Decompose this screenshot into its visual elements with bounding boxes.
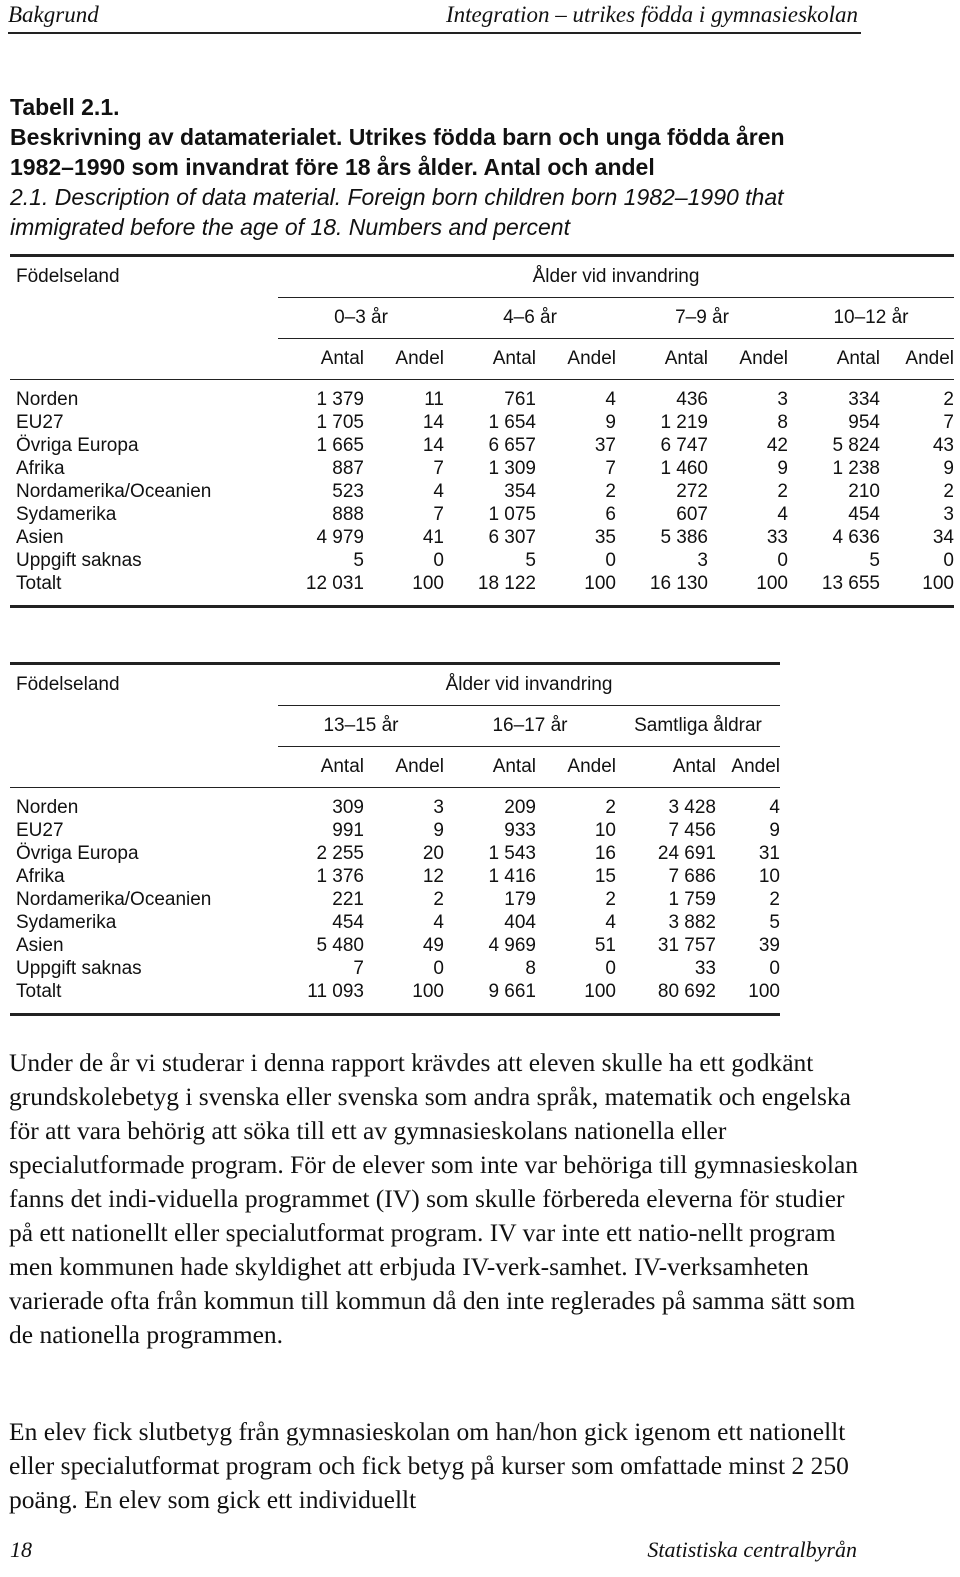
cell-antal: 5: [525, 550, 536, 571]
cell-antal: 210: [848, 481, 880, 502]
cell-andel: 7: [433, 458, 444, 479]
cell-antal: 991: [332, 820, 364, 841]
row-label: Nordamerika/Oceanien: [16, 481, 212, 502]
cell-antal: 1 219: [660, 412, 708, 433]
cell-antal: 221: [332, 889, 364, 910]
row-label: Afrika: [16, 866, 65, 887]
cell-andel: 10: [594, 820, 616, 841]
cell-andel: 0: [769, 958, 780, 979]
cell-antal: 6 307: [488, 527, 536, 548]
cell-andel: 14: [422, 435, 444, 456]
cell-antal: 5 824: [832, 435, 880, 456]
table-row: [10, 888, 780, 911]
cell-andel: 4: [777, 504, 788, 525]
cell-andel: 100: [922, 573, 954, 594]
cell-andel: 3: [433, 797, 444, 818]
cell-andel: 20: [422, 843, 444, 864]
cell-antal: 4 636: [832, 527, 880, 548]
cell-andel: 34: [932, 527, 954, 548]
table-row: [10, 380, 954, 412]
table-row: [10, 788, 780, 820]
cell-andel: 2: [605, 889, 616, 910]
cell-antal: 13 655: [821, 573, 880, 594]
table-row: [10, 572, 954, 607]
cell-andel: 41: [422, 527, 444, 548]
cell-antal: 354: [504, 481, 536, 502]
cell-andel: 43: [932, 435, 954, 456]
cell-antal: 5 480: [316, 935, 364, 956]
cell-andel: 2: [943, 389, 954, 410]
cell-antal: 1 309: [488, 458, 536, 479]
cell-andel: 9: [605, 412, 616, 433]
cell-antal: 272: [676, 481, 708, 502]
cell-antal: 1 416: [488, 866, 536, 887]
cell-antal: 8: [525, 958, 536, 979]
cell-andel: 4: [605, 389, 616, 410]
cell-andel: 33: [766, 527, 788, 548]
cell-antal: 454: [332, 912, 364, 933]
cell-andel: 2: [769, 889, 780, 910]
cell-andel: 10: [758, 866, 780, 887]
data-table-1: [10, 254, 954, 608]
cell-andel: 9: [943, 458, 954, 479]
cell-andel: 0: [433, 958, 444, 979]
column-header-antal: Antal: [492, 756, 536, 777]
table-row: [10, 526, 954, 549]
column-header-antal: Antal: [664, 348, 708, 369]
cell-andel: 0: [605, 958, 616, 979]
cell-antal: 7 686: [668, 866, 716, 887]
cell-antal: 9 661: [488, 981, 536, 1002]
row-label: Nordamerika/Oceanien: [16, 889, 212, 910]
cell-antal: 33: [694, 958, 716, 979]
cell-andel: 49: [422, 935, 444, 956]
cell-antal: 5 386: [660, 527, 708, 548]
cell-antal: 80 692: [657, 981, 716, 1002]
table-row: [10, 934, 780, 957]
group-header-age: Ålder vid invandring: [278, 256, 954, 298]
row-label: Uppgift saknas: [16, 958, 142, 979]
chapter-title: Integration – utrikes födda i gymnasieskolan: [445, 2, 858, 27]
column-header-andel: Andel: [567, 756, 616, 777]
cell-andel: 15: [594, 866, 616, 887]
cell-antal: 6 747: [660, 435, 708, 456]
cell-andel: 4: [433, 912, 444, 933]
cell-antal: 933: [504, 820, 536, 841]
cell-antal: 24 691: [657, 843, 716, 864]
cell-antal: 887: [332, 458, 364, 479]
cell-andel: 0: [605, 550, 616, 571]
row-label: Uppgift saknas: [16, 550, 142, 571]
cell-antal: 1 759: [668, 889, 716, 910]
table-caption: [10, 92, 850, 242]
table-row: [10, 480, 954, 503]
column-header-antal: Antal: [320, 348, 364, 369]
column-header-andel: Andel: [567, 348, 616, 369]
row-label: Sydamerika: [16, 912, 117, 933]
table-row: [10, 980, 780, 1015]
cell-andel: 100: [584, 981, 616, 1002]
cell-andel: 42: [766, 435, 788, 456]
cell-andel: 6: [605, 504, 616, 525]
cell-andel: 2: [605, 481, 616, 502]
table-row: [10, 865, 780, 888]
cell-antal: 18 122: [477, 573, 536, 594]
column-header-country: Födelseland: [16, 266, 120, 288]
cell-andel: 11: [424, 389, 444, 410]
cell-andel: 14: [422, 412, 444, 433]
cell-antal: 16 130: [649, 573, 708, 594]
cell-antal: 3: [697, 550, 708, 571]
cell-antal: 2 255: [316, 843, 364, 864]
cell-antal: 1 379: [316, 389, 364, 410]
age-group-header: 4–6 år: [444, 298, 616, 339]
cell-andel: 51: [594, 935, 616, 956]
table-title-sv: Beskrivning av datamaterialet. Utrikes födda barn och unga födda åren 1982–1990 som invandrat före 18 års ålder. Antal och andel: [10, 124, 785, 180]
cell-antal: 436: [676, 389, 708, 410]
cell-antal: 954: [848, 412, 880, 433]
cell-antal: 179: [504, 889, 536, 910]
cell-andel: 7: [605, 458, 616, 479]
running-head: [0, 0, 960, 34]
group-header-age: Ålder vid invandring: [278, 664, 780, 706]
age-group-header: 16–17 år: [444, 706, 616, 747]
cell-antal: 5: [869, 550, 880, 571]
row-label: Sydamerika: [16, 504, 117, 525]
table-row: [10, 434, 954, 457]
cell-andel: 35: [594, 527, 616, 548]
cell-antal: 1 238: [832, 458, 880, 479]
column-header-antal: Antal: [320, 756, 364, 777]
cell-antal: 209: [504, 797, 536, 818]
cell-antal: 4 979: [316, 527, 364, 548]
cell-andel: 4: [605, 912, 616, 933]
cell-andel: 100: [412, 981, 444, 1002]
cell-andel: 3: [777, 389, 788, 410]
cell-antal: 761: [504, 389, 536, 410]
cell-antal: 404: [504, 912, 536, 933]
cell-antal: 309: [332, 797, 364, 818]
cell-andel: 100: [412, 573, 444, 594]
row-label: Övriga Europa: [16, 435, 139, 456]
cell-antal: 3 882: [668, 912, 716, 933]
cell-antal: 1 705: [316, 412, 364, 433]
column-header-antal: Antal: [492, 348, 536, 369]
data-table-2: [10, 662, 780, 1016]
cell-antal: 3 428: [668, 797, 716, 818]
cell-andel: 7: [943, 412, 954, 433]
column-header-andel: Andel: [905, 348, 954, 369]
row-label: Totalt: [16, 981, 62, 1002]
table-row: [10, 411, 954, 434]
table-row: [10, 957, 780, 980]
cell-antal: 1 543: [488, 843, 536, 864]
cell-antal: 12 031: [305, 573, 364, 594]
age-group-header: 7–9 år: [616, 298, 788, 339]
column-header-andel: Andel: [395, 348, 444, 369]
cell-antal: 11 093: [307, 981, 364, 1002]
row-label: Asien: [16, 935, 64, 956]
cell-andel: 100: [756, 573, 788, 594]
cell-antal: 1 376: [316, 866, 364, 887]
column-header-antal: Antal: [836, 348, 880, 369]
row-label: EU27: [16, 820, 64, 841]
row-label: Norden: [16, 797, 79, 818]
cell-andel: 9: [769, 820, 780, 841]
age-group-header: 13–15 år: [278, 706, 444, 747]
table-row: [10, 457, 954, 480]
cell-andel: 0: [943, 550, 954, 571]
row-label: Totalt: [16, 573, 62, 594]
cell-andel: 2: [605, 797, 616, 818]
cell-andel: 0: [433, 550, 444, 571]
publisher-name: Statistiska centralbyrån: [647, 1537, 857, 1562]
table-row: [10, 819, 780, 842]
cell-andel: 16: [594, 843, 616, 864]
column-header-andel: Andel: [739, 348, 788, 369]
cell-andel: 100: [748, 981, 780, 1002]
cell-andel: 8: [777, 412, 788, 433]
body-paragraph: Under de år vi studerar i denna rapport krävdes att eleven skulle ha ett godkänt grundskolebetyg i svenska eller svenska som andra språk, matematik och engelska för att vara behörig att söka till ett av gymnasieskolans nationella eller specialutformade program. För de elever som inte var behöriga till gymnasieskolan fanns det indi-viduella programmet (IV) som skulle förbereda eleverna för studier på ett nationellt eller specialutformat program. IV var inte ett natio-nellt program men kommunen hade skyldighet att erbjuda IV-verk-samhet. IV-verksamheten varierade ofta från kommun till kommun då den inte reglerades på samma sätt som de nationella programmen.: [9, 1048, 859, 1349]
table-row: [10, 911, 780, 934]
cell-antal: 7 456: [668, 820, 716, 841]
row-label: Övriga Europa: [16, 843, 139, 864]
table-row: [10, 503, 954, 526]
cell-antal: 1 654: [488, 412, 536, 433]
cell-antal: 4 969: [488, 935, 536, 956]
cell-andel: 3: [943, 504, 954, 525]
cell-antal: 5: [353, 550, 364, 571]
column-header-antal: Antal: [672, 756, 716, 777]
cell-antal: 607: [676, 504, 708, 525]
table-title-en: 2.1. Description of data material. Foreign born children born 1982–1990 that immigrated before the age of 18. Numbers and percent: [10, 184, 784, 240]
row-label: EU27: [16, 412, 64, 433]
cell-antal: 523: [332, 481, 364, 502]
column-header-andel: Andel: [731, 756, 780, 777]
cell-andel: 0: [777, 550, 788, 571]
cell-antal: 888: [332, 504, 364, 525]
cell-andel: 31: [758, 843, 780, 864]
section-title: Bakgrund: [8, 2, 99, 27]
cell-andel: 39: [758, 935, 780, 956]
row-label: Norden: [16, 389, 79, 410]
cell-antal: 1 075: [488, 504, 536, 525]
cell-andel: 7: [433, 504, 444, 525]
column-header-country: Födelseland: [16, 674, 120, 696]
cell-andel: 12: [422, 866, 444, 887]
cell-andel: 4: [769, 797, 780, 818]
cell-antal: 454: [848, 504, 880, 525]
cell-antal: 1 460: [660, 458, 708, 479]
cell-antal: 6 657: [488, 435, 536, 456]
cell-andel: 37: [594, 435, 616, 456]
cell-antal: 7: [353, 958, 364, 979]
table-row: [10, 842, 780, 865]
cell-andel: 2: [433, 889, 444, 910]
body-paragraph: En elev fick slutbetyg från gymnasieskolan om han/hon gick igenom ett nationellt eller specialutformat program och fick betyg på kurser som omfattade minst 2 250 poäng. En elev som gick ett individuellt: [9, 1417, 849, 1514]
page-number: 18: [10, 1537, 32, 1562]
row-label: Afrika: [16, 458, 65, 479]
age-group-header: Samtliga åldrar: [616, 706, 780, 747]
header-divider: [8, 32, 861, 34]
age-group-header: 10–12 år: [788, 298, 954, 339]
cell-andel: 2: [943, 481, 954, 502]
column-header-andel: Andel: [395, 756, 444, 777]
cell-antal: 1 665: [316, 435, 364, 456]
cell-antal: 334: [848, 389, 880, 410]
table-row: [10, 549, 954, 572]
cell-antal: 31 757: [657, 935, 716, 956]
cell-andel: 4: [433, 481, 444, 502]
cell-andel: 9: [433, 820, 444, 841]
table-number: Tabell 2.1.: [10, 94, 120, 120]
cell-andel: 100: [584, 573, 616, 594]
cell-andel: 5: [769, 912, 780, 933]
age-group-header: 0–3 år: [278, 298, 444, 339]
row-label: Asien: [16, 527, 64, 548]
cell-andel: 9: [777, 458, 788, 479]
cell-andel: 2: [777, 481, 788, 502]
